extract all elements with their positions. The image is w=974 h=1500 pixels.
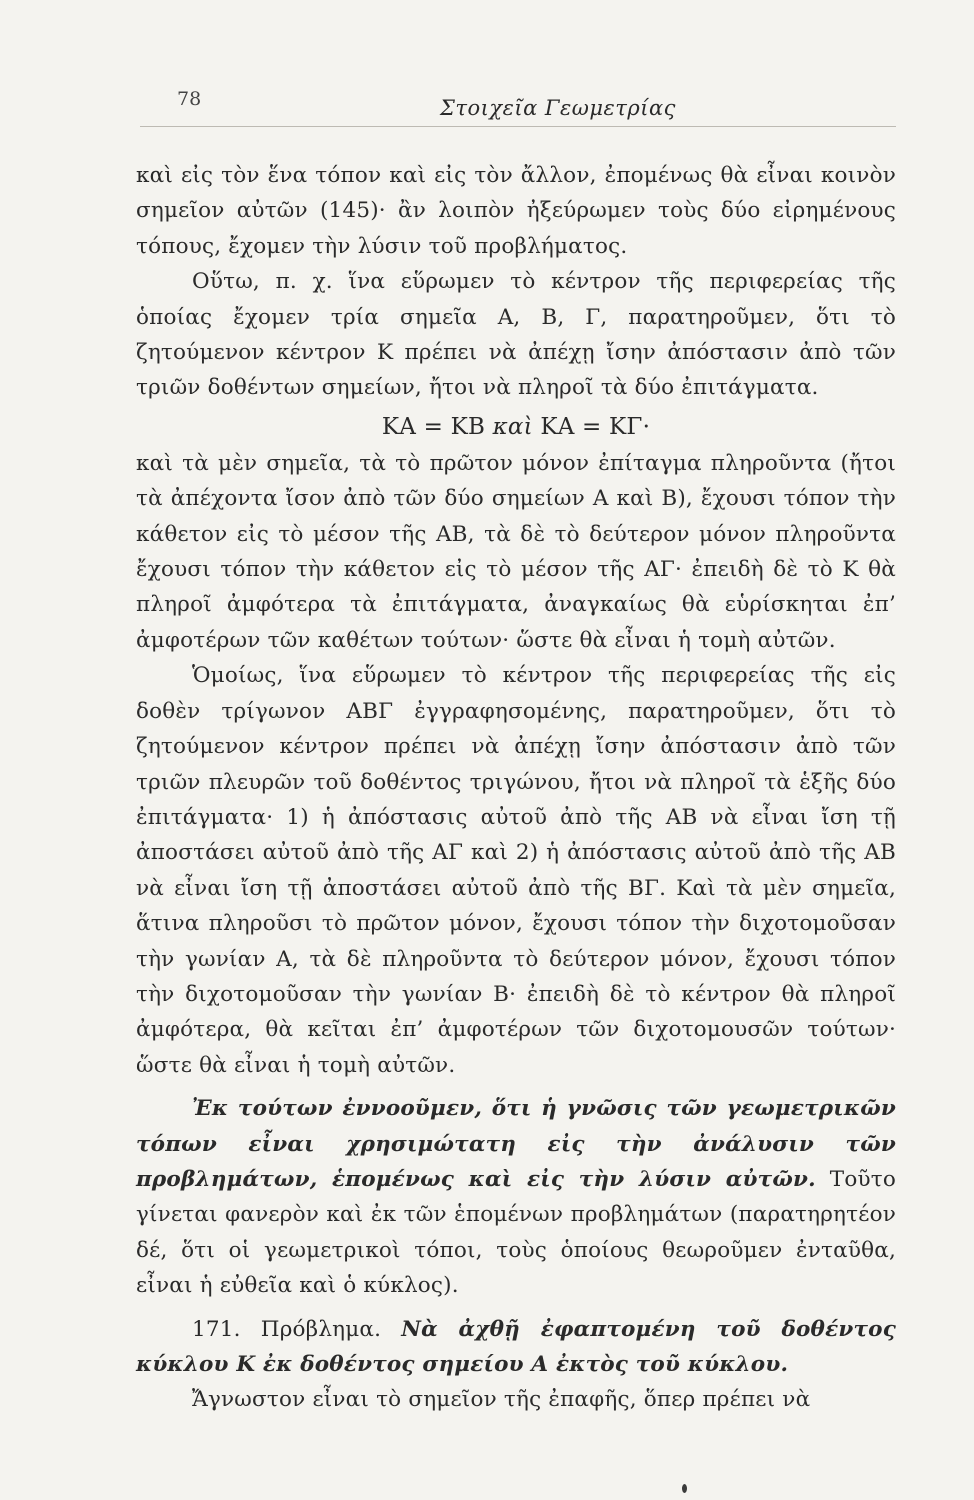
formula-connector: καὶ	[492, 413, 533, 440]
problem-171	[136, 1312, 896, 1383]
body-text	[136, 158, 896, 1418]
problem-number: 171.	[192, 1316, 241, 1342]
problem-statement: Νὰ ἀχθῇ ἐφαπτομένη τοῦ δοθέντος κύκλου Κ ἐκ δοθέντος σημείου Α ἐκτὸς τοῦ κύκλου.	[136, 1316, 896, 1377]
paragraph-incenter: Ὁμοίως, ἵνα εὕρωμεν τὸ κέντρον τῆς περιφερείας τῆς εἰς δοθὲν τρίγωνον ΑΒΓ ἐγγραφησομένης, παρατηροῦμεν, ὅτι τὸ ζητούμενον κέντρον πρέπει νὰ ἀπέχῃ ἴσην ἀπόστασιν ἀπὸ τῶν τριῶν πλευρῶν τοῦ δοθέντος τριγώνου, ἤτοι νὰ πληροῖ τὰ ἑξῆς δύο ἐπιτάγματα· 1) ἡ ἀπόστασις αὐτοῦ ἀπὸ τῆς ΑΒ νὰ εἶναι ἴση τῇ ἀποστάσει αὐτοῦ ἀπὸ τῆς ΑΓ καὶ 2) ἡ ἀπόστασις αὐτοῦ ἀπὸ τῆς ΑΒ νὰ εἶναι ἴση τῇ ἀποστάσει αὐτοῦ ἀπὸ τῆς ΒΓ. Καὶ τὰ μὲν σημεῖα, ἅτινα πληροῦσι τὸ πρῶτον μόνον, ἔχουσι τόπον τὴν διχοτομοῦσαν τὴν γωνίαν Α, τὰ δὲ πληροῦντα τὸ δεύτερον μόνον, ἔχουσι τόπον τὴν διχοτομοῦσαν τὴν γωνίαν Β· ἐπειδὴ δὲ τὸ κέντρον θὰ πληροῖ ἀμφότερα, θὰ κεῖται ἐπ’ ἀμφοτέρων τῶν διχοτομουσῶν τούτων· ὥστε θὰ εἶναι ἡ τομὴ αὐτῶν.	[136, 663, 896, 1078]
problem-label: Πρόβλημα.	[260, 1316, 382, 1342]
paragraph-perpendiculars: καὶ τὰ μὲν σημεῖα, τὰ τὸ πρῶτον μόνον ἐπίταγμα πληροῦντα (ἤτοι τὰ ἀπέχοντα ἴσον ἀπὸ τῶν δύο σημείων Α καὶ Β), ἔχουσι τόπον τὴν κάθετον εἰς τὸ μέσον τῆς ΑΒ, τὰ δὲ τὸ δεύτερον μόνον πληροῦντα ἔχουσι τόπον τὴν κάθετον εἰς τὸ μέσον τῆς ΑΓ· ἐπειδὴ δὲ τὸ Κ θὰ πληροῖ ἀμφότερα τὰ ἐπιτάγματα, ἀναγκαίως θὰ εὑρίσκηται ἐπ’ ἀμφοτέρων τῶν καθέτων τούτων· ὥστε θὰ εἶναι ἡ τομὴ αὐτῶν.	[136, 450, 896, 653]
emphasis-statement: Ἐκ τούτων ἐννοοῦμεν, ὅτι ἡ γνῶσις τῶν γεωμετρικῶν τόπων εἶναι χρησιμώτατη εἰς τὴν ἀνάλυσιν τῶν προβλημάτων, ἑπομένως καὶ εἰς τὴν λύσιν αὐτῶν.	[136, 1096, 896, 1192]
paragraph-loci-rest: Τοῦτο γίνεται φανερὸν καὶ ἐκ τῶν ἑπομένων προβλημάτων (παρατηρητέον δέ, ὅτι οἱ γεωμετρικοὶ τόποι, τοὺς ὁποίους θεωροῦμεν ἐνταῦθα, εἶναι ἡ εὐθεῖα καὶ ὁ κύκλος).	[136, 1166, 896, 1299]
formula-line	[136, 408, 896, 446]
formula-right: ΚΑ = ΚΓ·	[540, 413, 651, 440]
paragraph-loci-usefulness	[136, 1091, 896, 1303]
paragraph-continuation: καὶ εἰς τὸν ἕνα τόπον καὶ εἰς τὸν ἄλλον, ἐπομένως θὰ εἶναι κοινὸν σημεῖον αὐτῶν (145)· ἂν λοιπὸν ἠξεύρωμεν τοὺς δύο εἰρημένους τόπους, ἔχομεν τὴν λύσιν τοῦ προβλήματος.	[136, 163, 896, 259]
page-number: 78	[177, 88, 202, 110]
page-header	[140, 86, 896, 127]
running-title: Στοιχεῖα Γεωμετρίας	[440, 96, 676, 120]
formula-left: ΚΑ = ΚΒ	[381, 413, 486, 440]
ink-dot	[682, 1484, 687, 1493]
paragraph-unknown-point: Ἄγνωστον εἶναι τὸ σημεῖον τῆς ἐπαφῆς, ὅπερ πρέπει νὰ	[192, 1387, 811, 1413]
paragraph-circumcenter: Οὕτω, π. χ. ἵνα εὕρωμεν τὸ κέντρον τῆς περιφερείας τῆς ὁποίας ἔχομεν τρία σημεῖα Α, Β, Γ, παρατηροῦμεν, ὅτι τὸ ζητούμενον κέντρον Κ πρέπει νὰ ἀπέχῃ ἴσην ἀπόστασιν ἀπὸ τῶν τριῶν δοθέντων σημείων, ἤτοι νὰ πληροῖ τὰ δύο ἐπιτάγματα.	[136, 269, 896, 401]
